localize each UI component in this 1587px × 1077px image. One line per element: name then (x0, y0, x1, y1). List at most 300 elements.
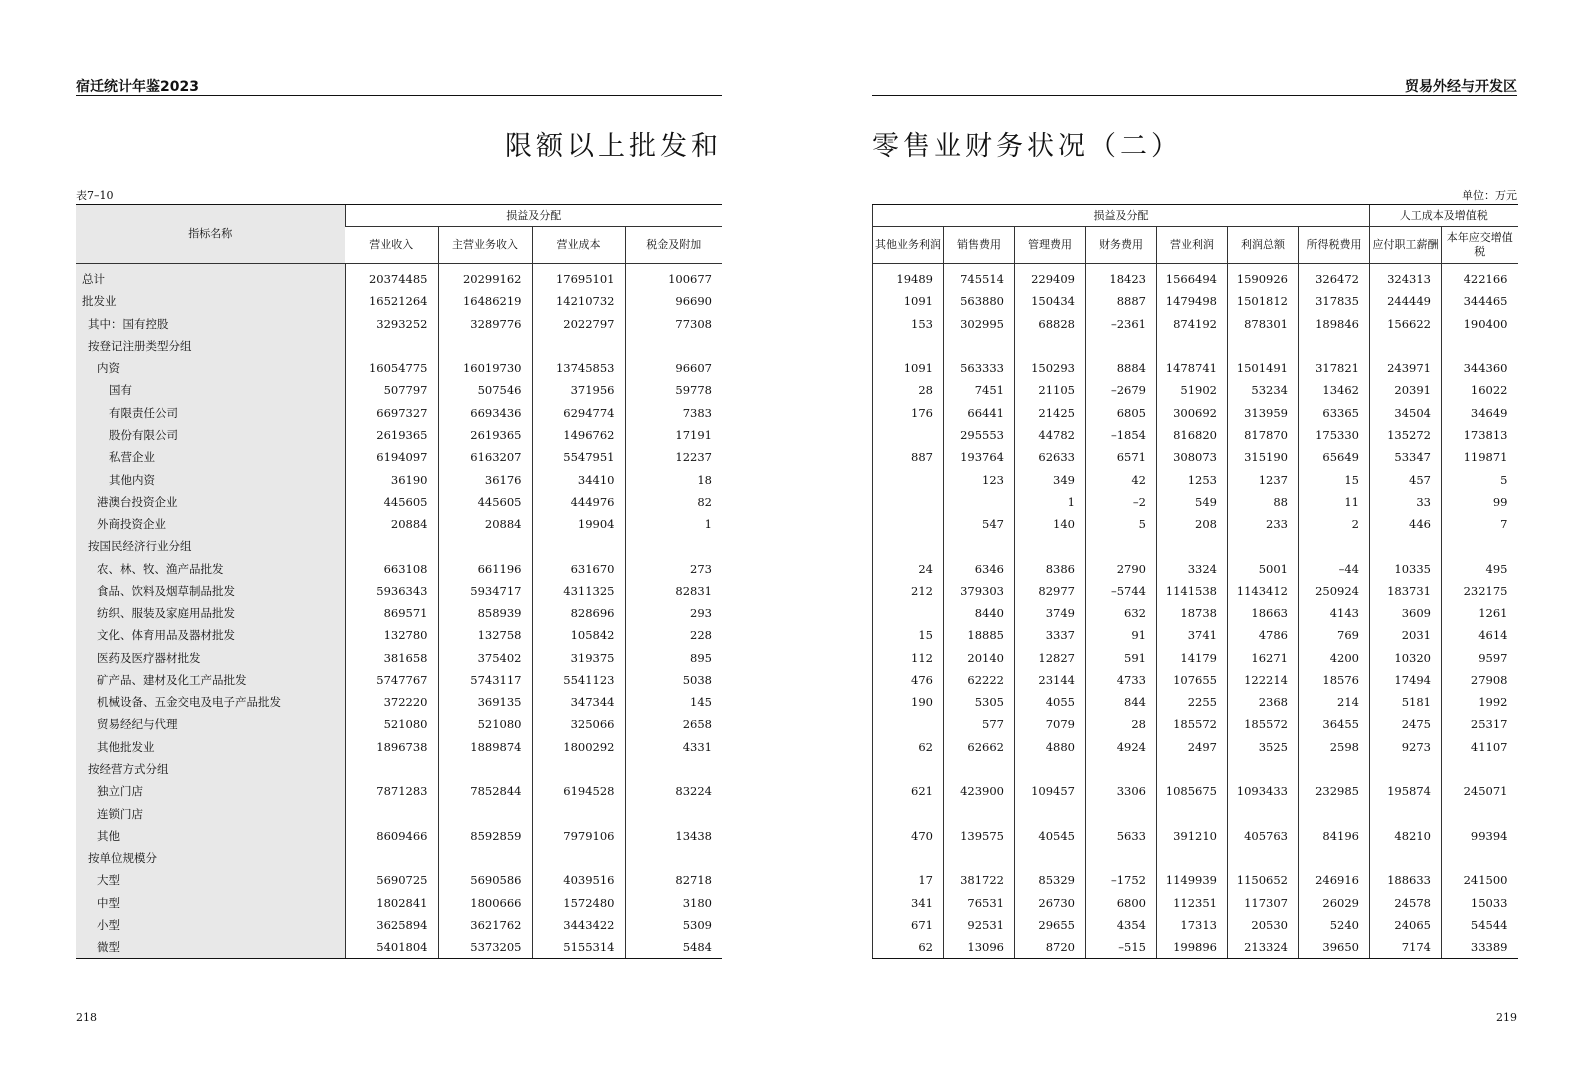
table-cell: 319375 (532, 647, 625, 669)
table-row (873, 580, 1518, 602)
table-cell: 507546 (438, 379, 532, 401)
table-row (76, 869, 722, 891)
table-cell: 48210 (1370, 825, 1442, 847)
table-cell (873, 468, 944, 490)
table-cell: 4614 (1442, 624, 1518, 646)
row-label: 食品、饮料及烟草制品批发 (76, 580, 345, 602)
table-cell: 119871 (1442, 446, 1518, 468)
table-cell: 13438 (625, 825, 722, 847)
table-cell: 13462 (1299, 379, 1370, 401)
table-cell: 16271 (1228, 647, 1299, 669)
page-number: 219 (1496, 1011, 1517, 1024)
table-row (76, 802, 722, 824)
table-cell: 423900 (944, 780, 1015, 802)
table-cell: 132780 (345, 624, 438, 646)
row-label: 内资 (76, 357, 345, 379)
table-cell: 66441 (944, 402, 1015, 424)
table-cell: 5038 (625, 669, 722, 691)
table-cell: 17494 (1370, 669, 1442, 691)
row-label: 外商投资企业 (76, 513, 345, 535)
table-cell: 1 (1015, 491, 1086, 513)
table-cell: 6571 (1086, 446, 1157, 468)
table-cell: 21425 (1015, 402, 1086, 424)
table-cell: 213324 (1228, 936, 1299, 959)
table-cell: 150434 (1015, 290, 1086, 312)
table-cell (1157, 335, 1228, 357)
table-cell: 9273 (1370, 736, 1442, 758)
table-cell: 457 (1370, 468, 1442, 490)
table-cell: 293 (625, 602, 722, 624)
table-cell: 14210732 (532, 290, 625, 312)
table-cell: 233 (1228, 513, 1299, 535)
table-cell: 34410 (532, 468, 625, 490)
table-cell: 150293 (1015, 357, 1086, 379)
table-cell: 375402 (438, 647, 532, 669)
table-cell: 349 (1015, 468, 1086, 490)
table-cell: 189846 (1299, 313, 1370, 335)
table-cell: 82718 (625, 869, 722, 891)
table-cell (438, 535, 532, 557)
table-cell: 62633 (1015, 446, 1086, 468)
table-cell: 8609466 (345, 825, 438, 847)
table-cell (873, 847, 944, 869)
table-cell: 63365 (1299, 402, 1370, 424)
table-cell (625, 802, 722, 824)
table-cell: 4786 (1228, 624, 1299, 646)
table-cell: 176 (873, 402, 944, 424)
table-cell: 2658 (625, 713, 722, 735)
column-header: 本年应交增值税 (1442, 227, 1518, 264)
table-cell (532, 758, 625, 780)
table-cell: 20299162 (438, 264, 532, 291)
table-cell: 632 (1086, 602, 1157, 624)
table-cell: 13096 (944, 936, 1015, 959)
table-cell: 5181 (1370, 691, 1442, 713)
table-cell: 5 (1086, 513, 1157, 535)
column-header: 管理费用 (1015, 227, 1086, 264)
table-row (873, 624, 1518, 646)
table-cell: 135272 (1370, 424, 1442, 446)
table-cell: 112 (873, 647, 944, 669)
table-cell (873, 802, 944, 824)
table-row (76, 847, 722, 869)
row-label: 总计 (76, 264, 345, 291)
table-row (873, 869, 1518, 891)
table-cell: 24065 (1370, 914, 1442, 936)
table-cell (873, 602, 944, 624)
table-cell: 1478741 (1157, 357, 1228, 379)
table-cell: 563333 (944, 357, 1015, 379)
table-cell: 347344 (532, 691, 625, 713)
table-cell: 324313 (1370, 264, 1442, 291)
table-cell: 273 (625, 557, 722, 579)
table-cell: 83224 (625, 780, 722, 802)
table-cell: 53347 (1370, 446, 1442, 468)
table-cell: 5747767 (345, 669, 438, 691)
table-cell: 379303 (944, 580, 1015, 602)
row-label: 按登记注册类型分组 (76, 335, 345, 357)
table-cell: 663108 (345, 557, 438, 579)
table-row (873, 713, 1518, 735)
table-cell (1299, 535, 1370, 557)
table-cell: 16022 (1442, 379, 1518, 401)
table-cell (1015, 802, 1086, 824)
table-cell: 5936343 (345, 580, 438, 602)
table-cell: 175330 (1299, 424, 1370, 446)
table-cell: 3443422 (532, 914, 625, 936)
table-cell: 3180 (625, 891, 722, 913)
table-cell: 1501491 (1228, 357, 1299, 379)
table-cell: 521080 (438, 713, 532, 735)
row-label: 医药及医疗器材批发 (76, 647, 345, 669)
table-cell (1299, 335, 1370, 357)
table-cell: 344360 (1442, 357, 1518, 379)
table-cell: 621 (873, 780, 944, 802)
table-cell (532, 802, 625, 824)
table-cell: 381722 (944, 869, 1015, 891)
table-row (76, 891, 722, 913)
table-row (76, 669, 722, 691)
column-header: 其他业务利润 (873, 227, 944, 264)
table-cell: 2 (1299, 513, 1370, 535)
table-cell: –515 (1086, 936, 1157, 959)
table-cell: 2368 (1228, 691, 1299, 713)
table-cell: 344465 (1442, 290, 1518, 312)
table-cell: 15 (873, 624, 944, 646)
table-cell: 208 (1157, 513, 1228, 535)
header-rule (872, 95, 1517, 96)
table-cell: 117307 (1228, 891, 1299, 913)
table-row (873, 825, 1518, 847)
table-row (76, 914, 722, 936)
table-cell: 34504 (1370, 402, 1442, 424)
table-cell: 44782 (1015, 424, 1086, 446)
table-row (873, 691, 1518, 713)
row-label: 股份有限公司 (76, 424, 345, 446)
table-cell: 18423 (1086, 264, 1157, 291)
table-row (76, 264, 722, 291)
table-cell (1157, 802, 1228, 824)
table-cell: 100677 (625, 264, 722, 291)
table-cell: 8884 (1086, 357, 1157, 379)
table-cell: 112351 (1157, 891, 1228, 913)
table-cell (1442, 758, 1518, 780)
table-cell: 39650 (1299, 936, 1370, 959)
table-cell: 245071 (1442, 780, 1518, 802)
table-cell: 6800 (1086, 891, 1157, 913)
row-label: 其他 (76, 825, 345, 847)
table-cell (873, 535, 944, 557)
table-cell: 24578 (1370, 891, 1442, 913)
table-cell (345, 758, 438, 780)
table-cell: 190 (873, 691, 944, 713)
table-cell: 300692 (1157, 402, 1228, 424)
table-cell: 107655 (1157, 669, 1228, 691)
table-row (873, 557, 1518, 579)
row-label: 独立门店 (76, 780, 345, 802)
table-cell: 54544 (1442, 914, 1518, 936)
table-cell: 76531 (944, 891, 1015, 913)
table-cell: 8592859 (438, 825, 532, 847)
table-row (76, 402, 722, 424)
table-cell: 139575 (944, 825, 1015, 847)
table-cell: 16486219 (438, 290, 532, 312)
table-cell (1086, 847, 1157, 869)
table-cell: –1752 (1086, 869, 1157, 891)
table-cell: 23144 (1015, 669, 1086, 691)
table-cell: 5240 (1299, 914, 1370, 936)
table-cell: 190400 (1442, 313, 1518, 335)
table-cell: 5309 (625, 914, 722, 936)
table-cell: 26029 (1299, 891, 1370, 913)
table-cell: 20140 (944, 647, 1015, 669)
table-cell: 5633 (1086, 825, 1157, 847)
table-cell (438, 847, 532, 869)
row-label: 有限责任公司 (76, 402, 345, 424)
table-cell (944, 758, 1015, 780)
table-cell (438, 758, 532, 780)
table-cell: 1889874 (438, 736, 532, 758)
table-cell: 1141538 (1157, 580, 1228, 602)
table-cell: 18738 (1157, 602, 1228, 624)
table-cell: 20374485 (345, 264, 438, 291)
row-label: 贸易经纪与代理 (76, 713, 345, 735)
table-cell: 99 (1442, 491, 1518, 513)
table-cell: 317835 (1299, 290, 1370, 312)
table-row (76, 557, 722, 579)
table-cell: 18663 (1228, 602, 1299, 624)
table-cell (1228, 802, 1299, 824)
table-cell: 212 (873, 580, 944, 602)
table-cell: 145 (625, 691, 722, 713)
table-cell: 4924 (1086, 736, 1157, 758)
table-cell (944, 335, 1015, 357)
table-cell: 381658 (345, 647, 438, 669)
table-cell (1086, 758, 1157, 780)
column-header: 税金及附加 (625, 227, 722, 264)
column-header: 利润总额 (1228, 227, 1299, 264)
table-cell: 10335 (1370, 557, 1442, 579)
table-cell: 1496762 (532, 424, 625, 446)
table-cell: 1590926 (1228, 264, 1299, 291)
table-cell (345, 802, 438, 824)
running-head: 宿迁统计年鉴2023 (76, 79, 199, 95)
table-row (76, 379, 722, 401)
row-label: 农、林、牧、渔产品批发 (76, 557, 345, 579)
table-cell: 1501812 (1228, 290, 1299, 312)
table-cell: 246916 (1299, 869, 1370, 891)
table-cell: 470 (873, 825, 944, 847)
column-header: 财务费用 (1086, 227, 1157, 264)
table-cell: 769 (1299, 624, 1370, 646)
table-cell: 631670 (532, 557, 625, 579)
row-label: 微型 (76, 936, 345, 959)
table-cell: 36455 (1299, 713, 1370, 735)
table-cell: 507797 (345, 379, 438, 401)
table-cell: 1261 (1442, 602, 1518, 624)
row-label: 按国民经济行业分组 (76, 535, 345, 557)
table-cell: 18 (625, 468, 722, 490)
table-cell: 109457 (1015, 780, 1086, 802)
table-row (873, 491, 1518, 513)
table-cell: 7871283 (345, 780, 438, 802)
table-cell: 51902 (1157, 379, 1228, 401)
table-cell: 5690725 (345, 869, 438, 891)
table-cell (873, 335, 944, 357)
table-row (76, 713, 722, 735)
table-cell (1086, 802, 1157, 824)
table-cell: 2619365 (438, 424, 532, 446)
table-cell: 4733 (1086, 669, 1157, 691)
column-header: 主营业务收入 (438, 227, 532, 264)
table-cell: 4880 (1015, 736, 1086, 758)
table-row (873, 379, 1518, 401)
table-cell: –2 (1086, 491, 1157, 513)
table-cell: 3609 (1370, 602, 1442, 624)
table-row (873, 936, 1518, 959)
table-cell (1370, 758, 1442, 780)
table-cell (1015, 335, 1086, 357)
table-row (873, 535, 1518, 557)
row-label: 国有 (76, 379, 345, 401)
table-cell: 372220 (345, 691, 438, 713)
table-cell: 308073 (1157, 446, 1228, 468)
table-cell: 5373205 (438, 936, 532, 959)
table-cell: 4143 (1299, 602, 1370, 624)
group-header-profit: 损益及分配 (345, 205, 722, 227)
table-cell: –1854 (1086, 424, 1157, 446)
table-cell: 5541123 (532, 669, 625, 691)
table-cell: 816820 (1157, 424, 1228, 446)
table-cell: 36176 (438, 468, 532, 490)
row-label: 小型 (76, 914, 345, 936)
table-cell: 445605 (345, 491, 438, 513)
table-cell: 59778 (625, 379, 722, 401)
table-row (76, 446, 722, 468)
running-head: 贸易外经与开发区 (1405, 79, 1517, 95)
group-header-profit: 损益及分配 (873, 205, 1370, 227)
table-cell: 132758 (438, 624, 532, 646)
table-cell (625, 535, 722, 557)
table-row (873, 468, 1518, 490)
table-cell: 62 (873, 936, 944, 959)
table-number: 表7–10 (76, 189, 114, 202)
table-cell: 40545 (1015, 825, 1086, 847)
table-cell: 7451 (944, 379, 1015, 401)
table-cell: 1085675 (1157, 780, 1228, 802)
table-cell: 20391 (1370, 379, 1442, 401)
table-row (76, 491, 722, 513)
table-cell (625, 335, 722, 357)
table-cell: 5484 (625, 936, 722, 959)
table-row (76, 313, 722, 335)
table-cell: 405763 (1228, 825, 1299, 847)
table-cell: 62662 (944, 736, 1015, 758)
table-cell: 17313 (1157, 914, 1228, 936)
table-cell (1370, 847, 1442, 869)
table-cell: 3337 (1015, 624, 1086, 646)
table-cell: 85329 (1015, 869, 1086, 891)
table-cell: 3741 (1157, 624, 1228, 646)
table-row (76, 513, 722, 535)
row-label: 中型 (76, 891, 345, 913)
row-label: 机械设备、五金交电及电子产品批发 (76, 691, 345, 713)
table-cell: 326472 (1299, 264, 1370, 291)
table-cell: 123 (944, 468, 1015, 490)
table-cell: 8720 (1015, 936, 1086, 959)
table-cell: 5001 (1228, 557, 1299, 579)
table-cell: 591 (1086, 647, 1157, 669)
row-label: 文化、体育用品及器材批发 (76, 624, 345, 646)
table-cell: 869571 (345, 602, 438, 624)
table-cell: 17695101 (532, 264, 625, 291)
table-cell: 874192 (1157, 313, 1228, 335)
table-row (76, 758, 722, 780)
table-row (76, 468, 722, 490)
right-table (872, 204, 1518, 959)
table-cell: 16019730 (438, 357, 532, 379)
table-cell (1442, 335, 1518, 357)
table-cell: 5547951 (532, 446, 625, 468)
table-cell: 4055 (1015, 691, 1086, 713)
table-cell (1299, 758, 1370, 780)
table-cell: 16054775 (345, 357, 438, 379)
table-cell: 214 (1299, 691, 1370, 713)
table-cell: 82 (625, 491, 722, 513)
table-cell: 315190 (1228, 446, 1299, 468)
table-row (76, 825, 722, 847)
table-cell: 5155314 (532, 936, 625, 959)
row-label: 港澳台投资企业 (76, 491, 345, 513)
table-cell: 188633 (1370, 869, 1442, 891)
table-cell: 577 (944, 713, 1015, 735)
table-row (873, 357, 1518, 379)
table-cell: 3293252 (345, 313, 438, 335)
table-cell: 549 (1157, 491, 1228, 513)
table-cell: 4354 (1086, 914, 1157, 936)
table-cell: 6194528 (532, 780, 625, 802)
table-row (76, 624, 722, 646)
table-cell: 1992 (1442, 691, 1518, 713)
table-cell (944, 847, 1015, 869)
table-cell (1228, 847, 1299, 869)
table-cell: 250924 (1299, 580, 1370, 602)
table-cell: 302995 (944, 313, 1015, 335)
table-cell: 2475 (1370, 713, 1442, 735)
table-cell (532, 535, 625, 557)
row-label: 矿产品、建材及化工产品批发 (76, 669, 345, 691)
table-cell: 3621762 (438, 914, 532, 936)
table-cell (1442, 535, 1518, 557)
row-label: 按单位规模分 (76, 847, 345, 869)
table-row (873, 446, 1518, 468)
table-cell: 341 (873, 891, 944, 913)
table-cell: 1091 (873, 290, 944, 312)
table-cell: 446 (1370, 513, 1442, 535)
table-cell (345, 535, 438, 557)
table-cell: 1143412 (1228, 580, 1299, 602)
table-cell: 241500 (1442, 869, 1518, 891)
table-cell: 173813 (1442, 424, 1518, 446)
column-header: 营业收入 (345, 227, 438, 264)
table-cell: 185572 (1157, 713, 1228, 735)
table-cell: 156622 (1370, 313, 1442, 335)
table-cell: 745514 (944, 264, 1015, 291)
row-label: 按经营方式分组 (76, 758, 345, 780)
table-cell: 521080 (345, 713, 438, 735)
table-cell: 19489 (873, 264, 944, 291)
table-cell (1299, 847, 1370, 869)
